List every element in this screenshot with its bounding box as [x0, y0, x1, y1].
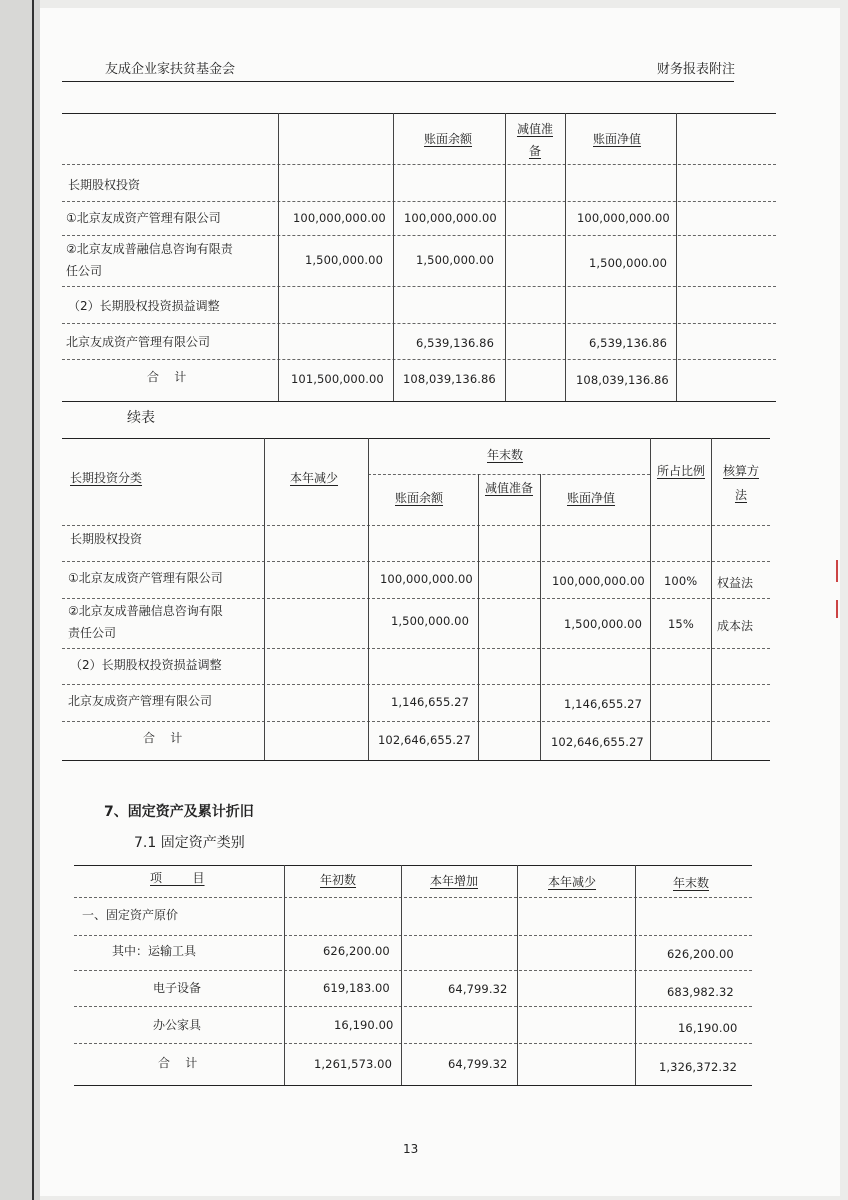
col-header-dec: 本年减少: [548, 875, 597, 889]
section-title: 7、固定资产及累计折旧: [104, 804, 254, 820]
row-label: 长期股权投资: [70, 532, 143, 546]
col-header-year-end: 年末数: [487, 448, 524, 462]
row-label-total: 合 计: [147, 370, 187, 384]
cell-value: 1,261,573.00: [314, 1057, 393, 1071]
cell-value: 626,200.00: [323, 944, 390, 958]
table-border: [62, 760, 770, 761]
cell-value: 1,500,000.00: [416, 253, 495, 267]
cell-value: 102,646,655.27: [551, 735, 644, 749]
cell-value: 619,183.00: [323, 981, 390, 995]
header-org: 友成企业家扶贫基金会: [105, 62, 236, 77]
red-edge-mark: [836, 600, 838, 618]
col-header-decrease: 本年减少: [290, 471, 339, 485]
col-header-begin: 年初数: [320, 873, 357, 887]
col-header-book-balance: 账面余额: [395, 491, 444, 505]
cell-value: 1,500,000.00: [391, 614, 470, 628]
col-header-impairment: 减值准备: [516, 122, 553, 158]
cell-value: 108,039,136.86: [576, 373, 669, 387]
cell-value: 6,539,136.86: [416, 336, 495, 350]
col-header-share: 所占比例: [656, 464, 705, 478]
col-header-item: 项 目: [150, 871, 205, 885]
col-header-end: 年末数: [673, 876, 710, 890]
cell-value: 16,190.00: [334, 1018, 394, 1032]
row-label: 北京友成资产管理有限公司: [68, 694, 213, 708]
row-label: 长期股权投资: [68, 178, 141, 192]
row-label: 北京友成资产管理有限公司: [66, 335, 211, 349]
cell-value: 683,982.32: [667, 985, 734, 999]
cell-method: 权益法: [717, 576, 754, 590]
cell-value: 1,500,000.00: [564, 617, 643, 631]
cell-value: 100,000,000.00: [404, 211, 497, 225]
header-doc: 财务报表附注: [657, 62, 736, 77]
cell-value: 100,000,000.00: [552, 574, 645, 588]
row-label: 电子设备: [153, 981, 202, 995]
row-label: ①北京友成资产管理有限公司: [68, 571, 223, 585]
col-header-net-value: 账面净值: [567, 491, 616, 505]
page-number: 13: [403, 1142, 419, 1156]
cell-value: 64,799.32: [448, 1057, 508, 1071]
table-border: [74, 865, 752, 866]
col-header-impairment: 减值准备: [485, 481, 534, 495]
cell-value: 1,146,655.27: [564, 697, 643, 711]
table-border: [74, 1085, 752, 1086]
col-header-category: 长期投资分类: [70, 471, 143, 485]
row-label: ②北京友成普融信息咨询有限: [68, 604, 223, 618]
cell-value: 108,039,136.86: [403, 372, 496, 386]
cell-value: 64,799.32: [448, 982, 508, 996]
row-label: 办公家具: [153, 1018, 202, 1032]
col-header-method: 核算方法: [722, 464, 759, 502]
col-header-net-value: 账面净值: [593, 132, 642, 146]
row-label: 其中：运输工具: [112, 944, 197, 958]
cell-value: 626,200.00: [667, 947, 734, 961]
red-edge-mark: [836, 560, 838, 582]
cell-value: 1,500,000.00: [305, 253, 384, 267]
binding-edge: [0, 0, 40, 1200]
row-label-total: 合 计: [143, 731, 183, 745]
cell-share: 100%: [664, 574, 698, 588]
cell-value: 100,000,000.00: [577, 211, 670, 225]
row-label-total: 合 计: [158, 1056, 198, 1070]
row-label-cont: 任公司: [66, 264, 103, 278]
table-border: [62, 113, 776, 114]
cell-value: 102,646,655.27: [378, 733, 471, 747]
row-label: ②北京友成普融信息咨询有限责: [66, 242, 233, 256]
continued-label: 续表: [127, 410, 155, 426]
table-border: [62, 438, 770, 439]
cell-value: 100,000,000.00: [380, 572, 473, 586]
cell-value: 6,539,136.86: [589, 336, 668, 350]
cell-value: 1,146,655.27: [391, 695, 470, 709]
row-label-cont: 责任公司: [68, 626, 117, 640]
section-subtitle: 7.1 固定资产类别: [134, 835, 245, 851]
table-border: [62, 401, 776, 402]
header-rule: [62, 81, 734, 82]
cell-value: 1,500,000.00: [589, 256, 668, 270]
cell-method: 成本法: [717, 619, 754, 633]
row-label: （2）长期股权投资损益调整: [70, 658, 222, 672]
cell-value: 100,000,000.00: [293, 211, 386, 225]
cell-share: 15%: [668, 617, 694, 631]
col-header-book-balance: 账面余额: [424, 132, 473, 146]
cell-value: 101,500,000.00: [291, 372, 384, 386]
col-header-add: 本年增加: [430, 874, 479, 888]
row-label: （2）长期股权投资损益调整: [68, 299, 220, 313]
cell-value: 1,326,372.32: [659, 1060, 738, 1074]
cell-value: 16,190.00: [678, 1021, 738, 1035]
row-label: 一、固定资产原价: [82, 908, 179, 922]
row-label: ①北京友成资产管理有限公司: [66, 211, 221, 225]
